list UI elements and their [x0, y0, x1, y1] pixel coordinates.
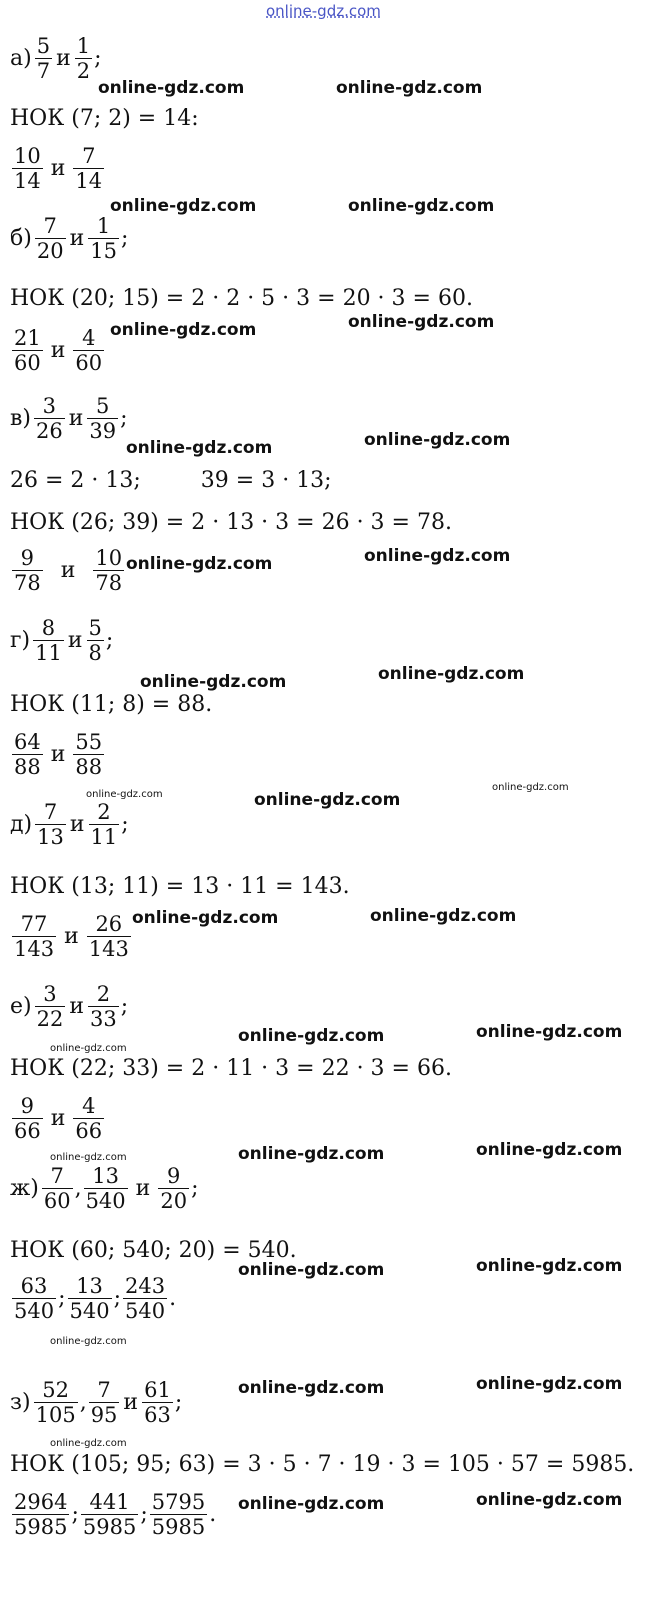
watermark: online-gdz.com	[254, 790, 401, 810]
watermark: online-gdz.com	[364, 546, 511, 566]
task-e: е) $\frac{3}{22}$ и $\frac{2}{33}$ ;	[10, 982, 129, 1031]
watermark: online-gdz.com	[86, 789, 163, 800]
fraction: $\frac{10}{14}$	[14, 144, 41, 193]
fraction: $\frac{64}{88}$	[14, 730, 41, 779]
result-z: $\frac{2964}{5985}$ ; $\frac{441}{5985}$ ; $\frac{5795}{5985}$ .	[14, 1490, 217, 1539]
lcm-line: НОК (7; 2) = 14:	[10, 106, 199, 131]
factor-line: 26 = 2 · 13; 39 = 3 · 13;	[10, 468, 332, 493]
watermark: online-gdz.com	[348, 312, 495, 332]
watermark: online-gdz.com	[50, 1152, 127, 1163]
fraction: $\frac{5}{39}$	[89, 394, 117, 443]
watermark: online-gdz.com	[98, 78, 245, 98]
fraction: $\frac{441}{5985}$	[82, 1490, 137, 1539]
fraction: $\frac{7}{20}$	[36, 214, 64, 263]
task-v: в) $\frac{3}{26}$ и $\frac{5}{39}$ ;	[10, 394, 128, 443]
fraction: $\frac{26}{143}$	[88, 912, 129, 961]
fraction: $\frac{5795}{5985}$	[151, 1490, 206, 1539]
watermark: online-gdz.com	[132, 908, 279, 928]
fraction: $\frac{3}{26}$	[35, 394, 63, 443]
task-label: а)	[10, 46, 32, 71]
lcm-line: НОК (26; 39) = 2 · 13 · 3 = 26 · 3 = 78.	[10, 510, 452, 535]
watermark: online-gdz.com	[378, 664, 525, 684]
fraction: $\frac{3}{22}$	[36, 982, 64, 1031]
fraction: $\frac{13}{540}$	[69, 1274, 110, 1323]
lcm-line: НОК (22; 33) = 2 · 11 · 3 = 22 · 3 = 66.	[10, 1056, 452, 1081]
watermark: online-gdz.com	[348, 196, 495, 216]
result-a: $\frac{10}{14}$ и $\frac{7}{14}$	[14, 144, 103, 193]
fraction: $\frac{52}{105}$	[35, 1378, 76, 1427]
result-g: $\frac{64}{88}$ и $\frac{55}{88}$	[14, 730, 103, 779]
watermark: online-gdz.com	[126, 438, 273, 458]
fraction: $\frac{4}{66}$	[75, 1094, 103, 1143]
fraction: $\frac{9}{78}$	[14, 546, 41, 595]
watermark: online-gdz.com	[238, 1026, 385, 1046]
fraction: $\frac{61}{63}$	[144, 1378, 171, 1427]
watermark: online-gdz.com	[238, 1260, 385, 1280]
lcm-line: НОК (60; 540; 20) = 540.	[10, 1238, 297, 1263]
watermark: online-gdz.com	[50, 1043, 127, 1054]
watermark: online-gdz.com	[476, 1490, 623, 1510]
fraction: $\frac{9}{20}$	[160, 1164, 188, 1213]
fraction: $\frac{10}{78}$	[95, 546, 123, 595]
fraction: $\frac{2964}{5985}$	[14, 1490, 68, 1539]
fraction: $\frac{9}{66}$	[14, 1094, 41, 1143]
task-z: з) $\frac{52}{105}$ , $\frac{7}{95}$ и $\frac{61}{63}$ ;	[10, 1378, 183, 1427]
watermark: online-gdz.com	[476, 1022, 623, 1042]
result-v: $\frac{9}{78}$ и $\frac{10}{78}$	[14, 546, 123, 595]
fraction: $\frac{55}{88}$	[75, 730, 103, 779]
lcm-line: НОК (20; 15) = 2 · 2 · 5 · 3 = 20 · 3 = 60.	[10, 286, 473, 311]
top-watermark: online-gdz.com	[266, 2, 381, 20]
lcm-line: НОК (13; 11) = 13 · 11 = 143.	[10, 874, 350, 899]
watermark: online-gdz.com	[238, 1144, 385, 1164]
fraction: $\frac{2}{33}$	[90, 982, 117, 1031]
fraction: $\frac{7}{95}$	[90, 1378, 118, 1427]
fraction: $\frac{1}{15}$	[90, 214, 117, 263]
fraction: $\frac{7}{14}$	[75, 144, 103, 193]
fraction: $\frac{77}{143}$	[14, 912, 55, 961]
fraction: $\frac{7}{13}$	[37, 800, 64, 849]
task-g: г) $\frac{8}{11}$ и $\frac{5}{8}$ ;	[10, 616, 114, 665]
watermark: online-gdz.com	[140, 672, 287, 692]
watermark: online-gdz.com	[370, 906, 517, 926]
watermark: online-gdz.com	[492, 782, 569, 793]
task-d: д) $\frac{7}{13}$ и $\frac{2}{11}$ ;	[10, 800, 129, 849]
fraction: $\frac{4}{60}$	[75, 326, 103, 375]
fraction: $\frac{5}{7}$	[36, 34, 51, 83]
task-a: а) $\frac{5}{7}$ и $\frac{1}{2}$ ;	[10, 34, 102, 83]
task-zh: ж) $\frac{7}{60}$ , $\frac{13}{540}$ и $\frac{9}{20}$ ;	[10, 1164, 199, 1213]
watermark: online-gdz.com	[238, 1494, 385, 1514]
watermark: online-gdz.com	[476, 1140, 623, 1160]
fraction: $\frac{8}{11}$	[35, 616, 62, 665]
fraction: $\frac{21}{60}$	[14, 326, 41, 375]
fraction: $\frac{7}{60}$	[43, 1164, 71, 1213]
fraction: $\frac{5}{8}$	[88, 616, 102, 665]
lcm-line: НОК (11; 8) = 88.	[10, 692, 213, 717]
task-b: б) $\frac{7}{20}$ и $\frac{1}{15}$ ;	[10, 214, 129, 263]
watermark: online-gdz.com	[364, 430, 511, 450]
watermark: online-gdz.com	[476, 1256, 623, 1276]
watermark: online-gdz.com	[50, 1336, 127, 1347]
watermark: online-gdz.com	[476, 1374, 623, 1394]
watermark: online-gdz.com	[110, 320, 257, 340]
result-b: $\frac{21}{60}$ и $\frac{4}{60}$	[14, 326, 103, 375]
result-d: $\frac{77}{143}$ и $\frac{26}{143}$	[14, 912, 129, 961]
fraction: $\frac{2}{11}$	[90, 800, 118, 849]
watermark: online-gdz.com	[238, 1378, 385, 1398]
fraction: $\frac{243}{540}$	[125, 1274, 166, 1323]
fraction: $\frac{13}{540}$	[85, 1164, 126, 1213]
fraction: $\frac{1}{2}$	[76, 34, 91, 83]
watermark: online-gdz.com	[126, 554, 273, 574]
result-e: $\frac{9}{66}$ и $\frac{4}{66}$	[14, 1094, 103, 1143]
watermark: online-gdz.com	[110, 196, 257, 216]
fraction: $\frac{63}{540}$	[14, 1274, 55, 1323]
watermark: online-gdz.com	[50, 1438, 127, 1449]
watermark: online-gdz.com	[336, 78, 483, 98]
result-zh: $\frac{63}{540}$ ; $\frac{13}{540}$ ; $\frac{243}{540}$ .	[14, 1274, 177, 1323]
lcm-line: НОК (105; 95; 63) = 3 · 5 · 7 · 19 · 3 = 105 · 57 = 5985.	[10, 1452, 635, 1477]
